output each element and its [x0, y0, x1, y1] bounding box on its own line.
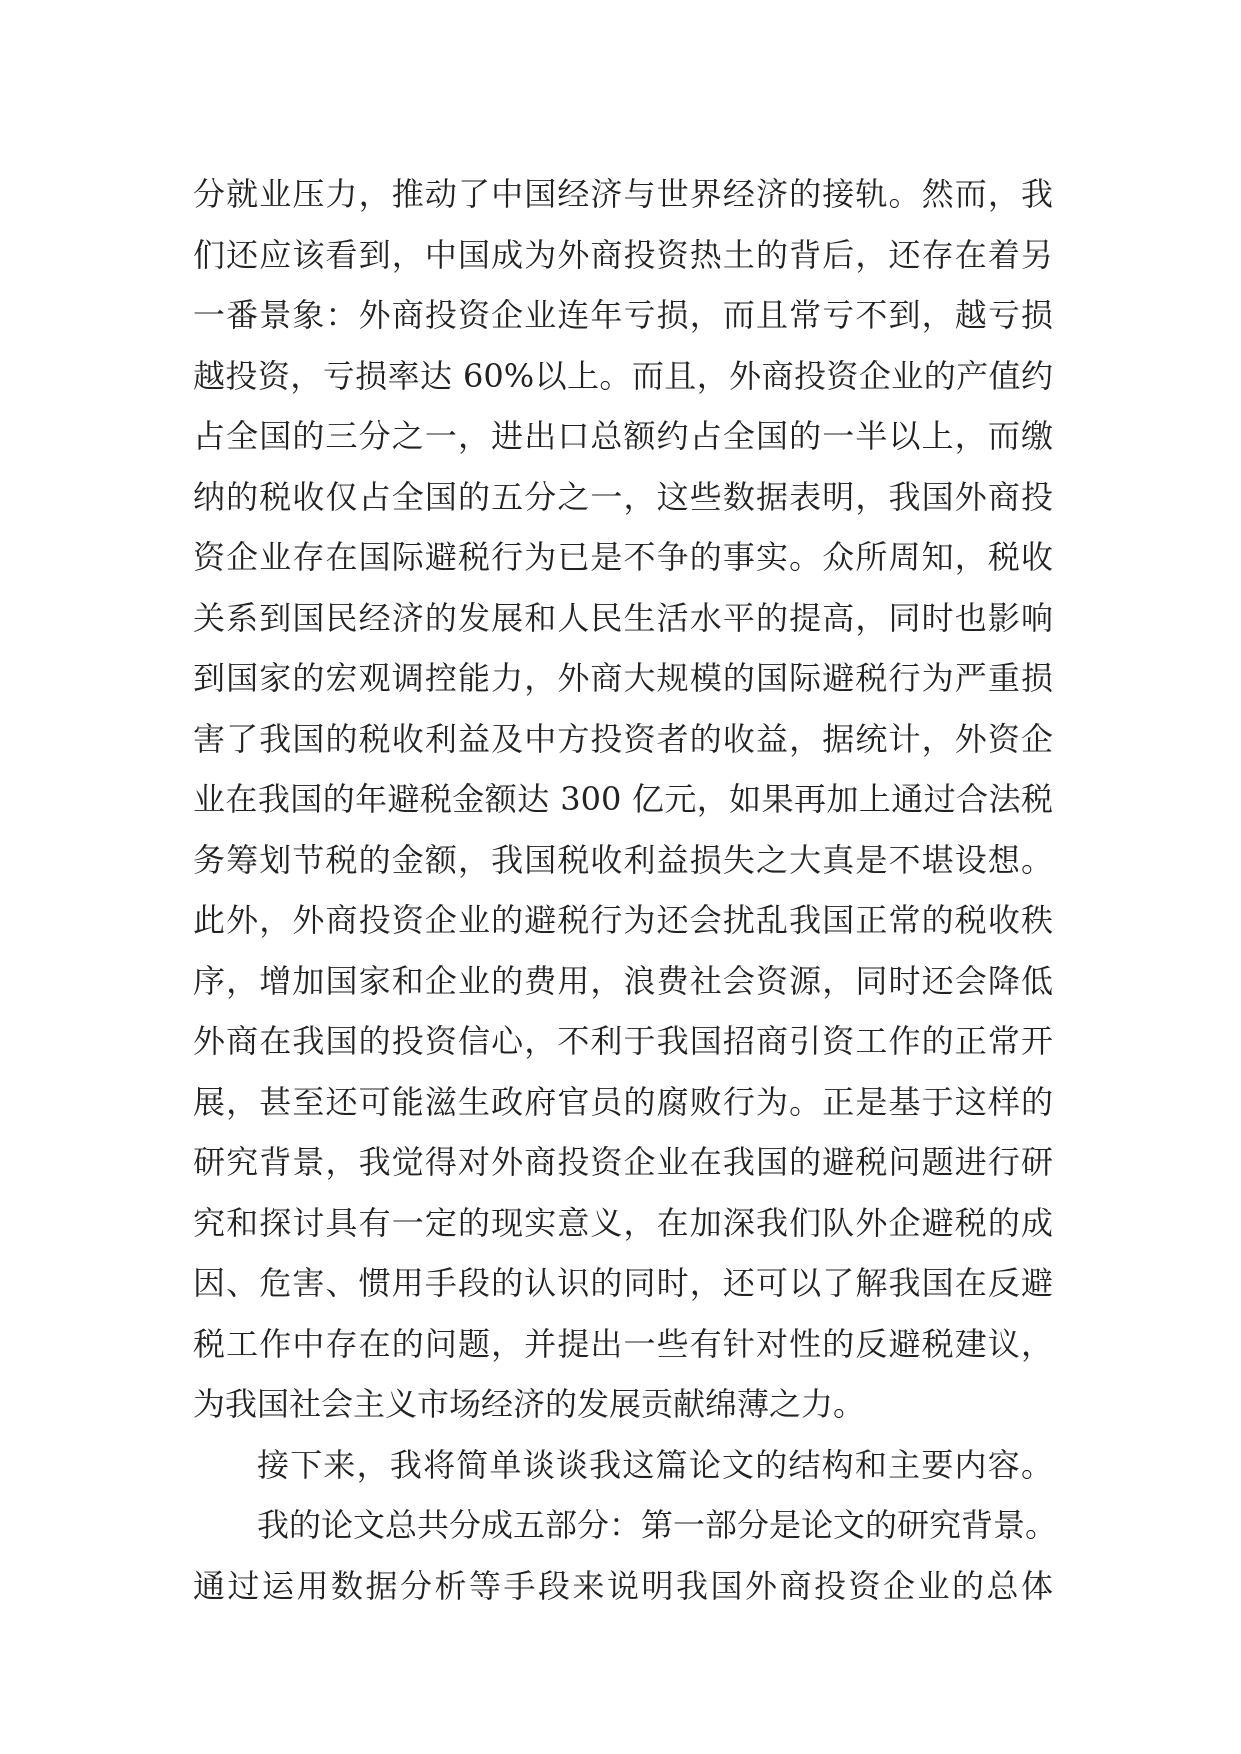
text-line: 务筹划节税的金额，我国税收利益损失之大真是不堪设想。 — [193, 840, 1053, 879]
text-line: 业在我国的年避税金额达 300 亿元，如果再加上通过合法税 — [193, 780, 1053, 818]
text-line: 一番景象：外商投资企业连年亏损，而且常亏不到，越亏损 — [193, 296, 1053, 334]
text-line: 纳的税收仅占全国的五分之一，这些数据表明，我国外商投 — [193, 477, 1053, 516]
text-line: 通过运用数据分析等手段来说明我国外商投资企业的总体 — [193, 1566, 1053, 1605]
text-line: 因、危害、惯用手段的认识的同时，还可以了解我国在反避 — [193, 1264, 1053, 1302]
text-line: 序，增加国家和企业的费用，浪费社会资源，同时还会降低 — [193, 961, 1053, 1000]
text-line: 此外，外商投资企业的避税行为还会扰乱我国正常的税收秩 — [193, 901, 1053, 939]
text-line: 们还应该看到，中国成为外商投资热土的背后，还存在着另 — [193, 235, 1053, 274]
text-line: 外商在我国的投资信心，不利于我国招商引资工作的正常开 — [193, 1022, 1053, 1060]
paragraph-first-line: 接下来，我将简单谈谈我这篇论文的结构和主要内容。 — [257, 1445, 1053, 1484]
text-line: 展，甚至还可能滋生政府官员的腐败行为。正是基于这样的 — [193, 1082, 1053, 1121]
document-body — [193, 164, 1058, 1616]
text-line: 占全国的三分之一，进出口总额约占全国的一半以上，而缴 — [193, 417, 1053, 455]
text-line: 越投资，亏损率达 60%以上。而且，外商投资企业的产值约 — [193, 356, 1053, 395]
text-line: 究和探讨具有一定的现实意义，在加深我们队外企避税的成 — [193, 1203, 1053, 1242]
text-line: 研究背景，我觉得对外商投资企业在我国的避税问题进行研 — [193, 1143, 1053, 1181]
text-line: 资企业存在国际避税行为已是不争的事实。众所周知，税收 — [193, 538, 1053, 576]
text-line: 税工作中存在的问题，并提出一些有针对性的反避税建议， — [193, 1324, 1053, 1363]
paragraph-first-line: 我的论文总共分成五部分：第一部分是论文的研究背景。 — [257, 1506, 1058, 1544]
text-line: 害了我国的税收利益及中方投资者的收益，据统计，外资企 — [193, 719, 1053, 758]
text-line: 关系到国民经济的发展和人民生活水平的提高，同时也影响 — [193, 598, 1053, 637]
text-line: 到国家的宏观调控能力，外商大规模的国际避税行为严重损 — [193, 659, 1053, 697]
text-line: 为我国社会主义市场经济的发展贡献绵薄之力。 — [193, 1385, 866, 1423]
text-line: 分就业压力，推动了中国经济与世界经济的接轨。然而，我 — [193, 175, 1053, 213]
